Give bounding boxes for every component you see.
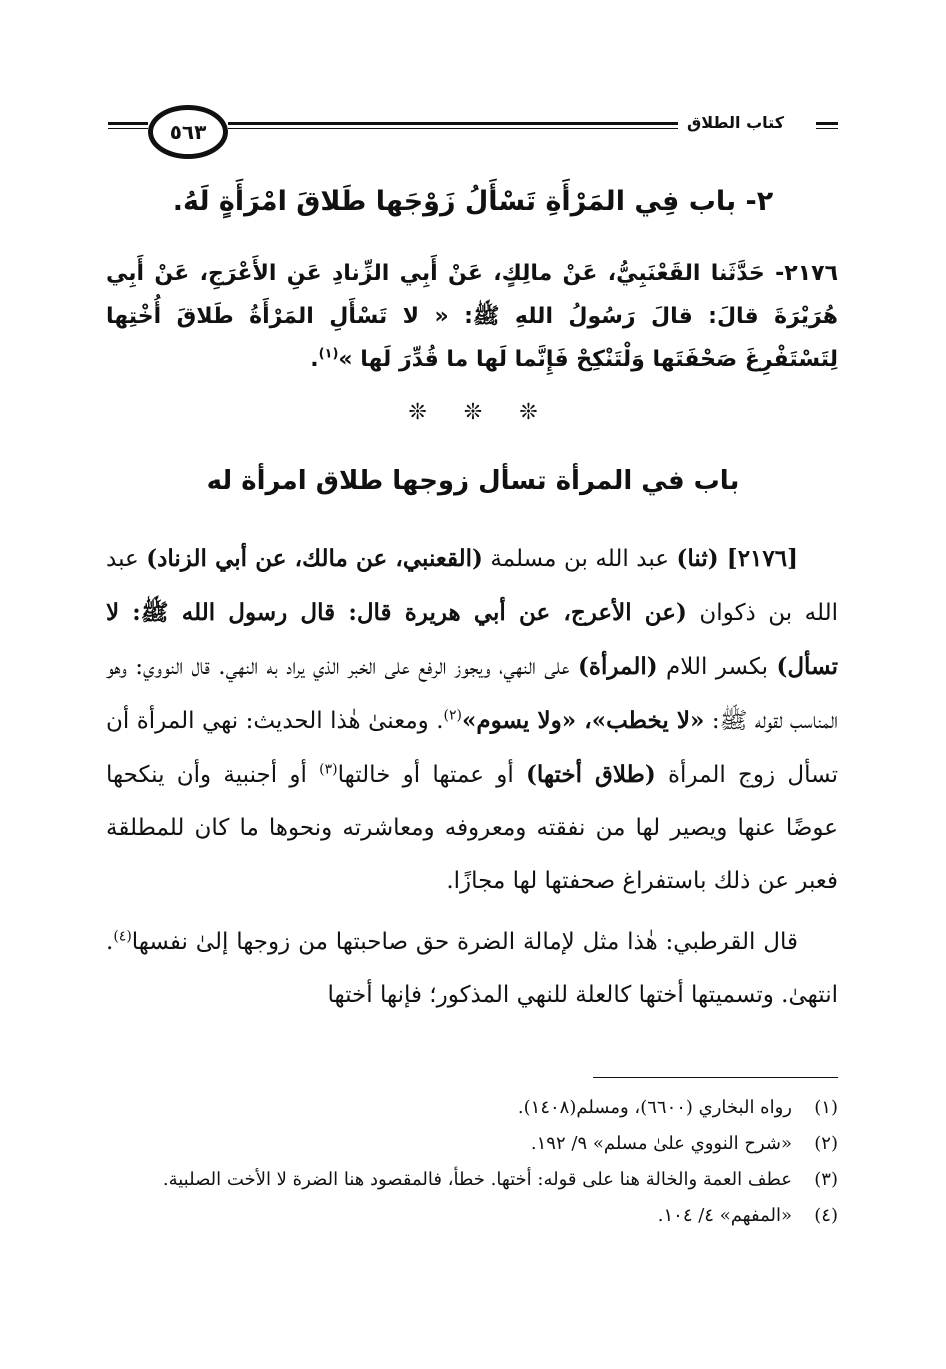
- commentary-quote: (القعنبي، عن مالك، عن أبي الزناد): [146, 545, 483, 572]
- commentary-text: على النهي، ويجوز الرفع على الخبر الذي يراد به النهي. قال النووي: وهو المناسب لقوله ﷺ:: [106, 654, 838, 734]
- commentary-paragraph-1: [106, 532, 838, 908]
- header-rule-middle-thin: [228, 128, 678, 129]
- commentary-text: . ومعنىٰ هٰذا الحديث: نهي المرأة أن تسأل زوج المرأة: [106, 708, 839, 788]
- footnote-number: (٢): [814, 1133, 838, 1154]
- header-rule-left-thin: [108, 128, 148, 129]
- chapter-heading: ٢- باب فِي المَرْأَةِ تَسْأَلُ زَوْجَها طَلاقَ امْرَأَةٍ لَهُ.: [172, 186, 774, 217]
- footnote-ref-4: (٤): [113, 928, 132, 945]
- commentary-quote: (المرأة): [578, 653, 658, 680]
- footnote-3: [106, 1162, 838, 1198]
- header-rule-right-thin: [816, 128, 838, 129]
- footnote-text: عطف العمة والخالة هنا على قوله: أختها. خطأ، فالمقصود هنا الضرة لا الأخت الصلبية.: [162, 1169, 792, 1190]
- page-number: ٥٦٣: [169, 120, 207, 144]
- footnote-ref-2: (٢): [443, 707, 462, 724]
- commentary-paragraph-2: [106, 916, 838, 1022]
- footnote-number: (٤): [814, 1205, 838, 1226]
- header-rule-middle: [228, 122, 678, 125]
- footnote-divider: [593, 1077, 838, 1078]
- footnote-ref-3: (٣): [319, 761, 338, 778]
- commentary-quote: (طلاق أختها): [525, 761, 656, 788]
- hadith-body: ٢١٧٦- حَدَّثَنا القَعْنَبِيُّ، عَنْ مالِكٍ، عَنْ أَبِي الزِّنادِ عَنِ الأَعْرَجِ، عَنْ أَبِي هُرَيْرَةَ قالَ: قالَ رَسُولُ اللهِ ﷺ: « لا تَسْأَلِ المَرْأَةُ طَلاقَ أُخْتِها لِتَسْتَفْرِغَ صَحْفَتَها وَلْتَنْكِحْ فَإِنَّما لَها ما قُدِّرَ لَها »: [106, 261, 838, 372]
- commentary-text: قال القرطبي: هٰذا مثل لإمالة الضرة حق صاحبتها من زوجها إلىٰ نفسها: [131, 929, 798, 955]
- page-number-badge: [148, 105, 228, 159]
- header-rule-right: [816, 122, 838, 125]
- hadith-text: [106, 252, 838, 381]
- footnote-2: [106, 1126, 838, 1162]
- commentary-body: [106, 532, 838, 1022]
- commentary-quote: (عن الأعرج، عن أبي هريرة قال: قال رسول الله ﷺ: لا تسأل): [106, 599, 838, 680]
- book-title: كتاب الطلاق: [681, 113, 790, 132]
- hadith-end: .: [310, 347, 319, 372]
- footnotes: [106, 1090, 838, 1234]
- footnote-text: «المفهم» ٤/ ١٠٤.: [657, 1205, 792, 1226]
- commentary-heading: باب في المرأة تسأل زوجها طلاق امرأة له: [206, 466, 740, 496]
- commentary-quote: «لا يخطب»، «ولا يسوم»: [461, 707, 705, 734]
- footnote-4: [106, 1198, 838, 1234]
- section-separator: ❊ ❊ ❊: [408, 400, 538, 425]
- hadith-number: [٢١٧٦] (ثنا): [676, 545, 799, 572]
- commentary-text: أو أجنبية وأن ينكحها عوضًا عنها ويصير لها من نفقته ومعروفه ومعاشرته ونحوها ما كان للمطلقة فعبر عن ذلك باستفراغ صحفتها لها مجازًا.: [106, 762, 838, 894]
- footnote-number: (١): [814, 1097, 838, 1118]
- commentary-text: بكسر اللام: [657, 654, 777, 680]
- commentary-text: عبد الله بن مسلمة: [482, 546, 677, 572]
- running-header: [108, 100, 838, 170]
- header-rule-left: [108, 122, 148, 125]
- commentary-text: . انتهىٰ. وتسميتها أختها كالعلة للنهي المذكور؛ فإنها أختها: [106, 929, 838, 1008]
- footnote-text: رواه البخاري (٦٦٠٠)، ومسلم(١٤٠٨).: [517, 1097, 792, 1118]
- commentary-text: عبد الله بن ذكوان: [106, 546, 838, 626]
- footnote-number: (٣): [814, 1169, 838, 1190]
- commentary-text: أو عمتها أو خالتها: [337, 762, 526, 788]
- footnote-1: [106, 1090, 838, 1126]
- footnote-text: «شرح النووي علىٰ مسلم» ٩/ ١٩٢.: [530, 1133, 792, 1154]
- footnote-ref-1: (١): [318, 346, 339, 362]
